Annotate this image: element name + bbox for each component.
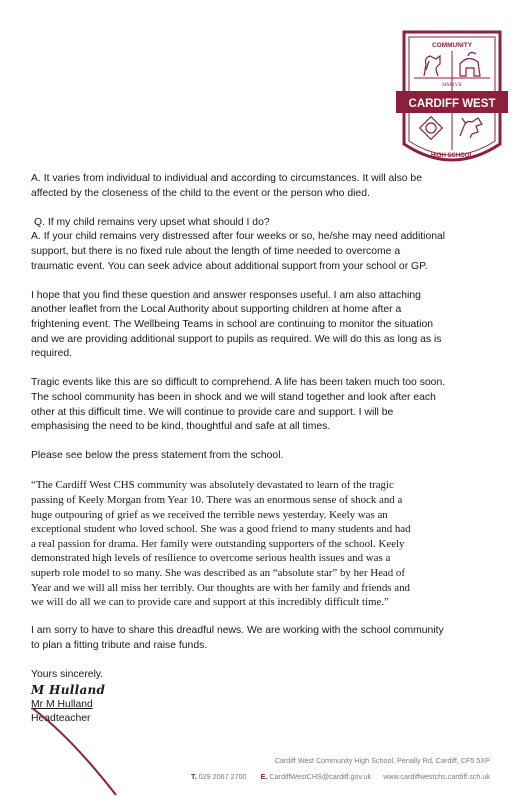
paragraph-press-intro: Please see below the press statement from the school. (31, 450, 284, 462)
footer-address: Cardiff West Community High School, Penally Rd, Cardiff, CF5 5XP (274, 756, 490, 765)
answer-variation: A. It varies from individual to individual and according to circumstances. It will also be affected by the closeness of the child to the event or the person who died. (31, 173, 422, 199)
signatory-name: Mr M Hulland (31, 698, 93, 710)
website-link[interactable]: www.cardiffwestchs.cardiff.sch.uk (383, 772, 490, 781)
decorative-swoosh (30, 706, 140, 797)
press-statement: “The Cardiff West CHS community was absolutely devastated to learn of the tragic passing of Keely Morgan from Year 10. There was an enormous sense of shock and a huge outpouring of grief as we received the terrible news yesterday. Keely was an exceptional student who loved school. She was a good friend to many students and had a real passion for drama. Her family were outstanding supporters of the school. Keely demonstrated high levels of resilience to overcome serious health issues and was a superb role model to so many. She was described as an “absolute star” by her Head of Year and we will all miss her terribly. Our thoughts are with her family and friends and we will do all we can to provide care and support at this incredibly difficult time.” (31, 479, 411, 609)
closing: Yours sincerely. (31, 669, 104, 681)
signature: M Hulland (31, 682, 106, 697)
question-text: Q. If my child remains very upset what should I do? (34, 216, 270, 228)
crest-top-text: COMMUNITY (431, 42, 473, 49)
tel-label: T. (191, 772, 197, 781)
letter-body (31, 172, 481, 727)
paragraph-hope: I hope that you find these question and answer responses useful. I am also attaching another leaflet from the Local Authority about supporting children at home after a frightening event. The Wellbeing Teams in school are continuing to monitor the situation and we are providing additional support to pupils as required. We will do this as long as is required. (31, 289, 442, 360)
telephone: 029 2067 2700 (198, 772, 247, 781)
email-link[interactable]: CardiffWestCHS@cardiff.gov.uk (269, 772, 372, 781)
footer-contact (150, 772, 490, 781)
paragraph-tragic-events: Tragic events like this are so difficult to comprehend. A life has been taken much too soon. The school community has been in shock and we will stand together and look after each other at this difficult time. We will continue to provide care and support. I will be emphasising the need to be kind, thoughtful and safe at all times. (31, 377, 446, 433)
crest-numeral: MMXVII (442, 83, 462, 88)
crest-bottom-text: HIGH SCHOOL (430, 153, 474, 159)
email-label: E. (260, 772, 268, 781)
signatory-title: Headteacher (31, 713, 91, 725)
school-crest-logo (396, 26, 508, 174)
crest-banner-text: CARDIFF WEST (408, 98, 496, 110)
paragraph-sorry: I am sorry to have to share this dreadful news. We are working with the school community to plan a fitting tribute and raise funds. (31, 625, 444, 651)
question-answer-upset: Q. If my child remains very upset what should I do? A. If your child remains very distressed after four weeks or so, he/she may need additional support, but there is no fixed rule about the length of time needed to overcome a traumatic event. You can seek advice about additional support from your school or GP. (31, 216, 481, 274)
